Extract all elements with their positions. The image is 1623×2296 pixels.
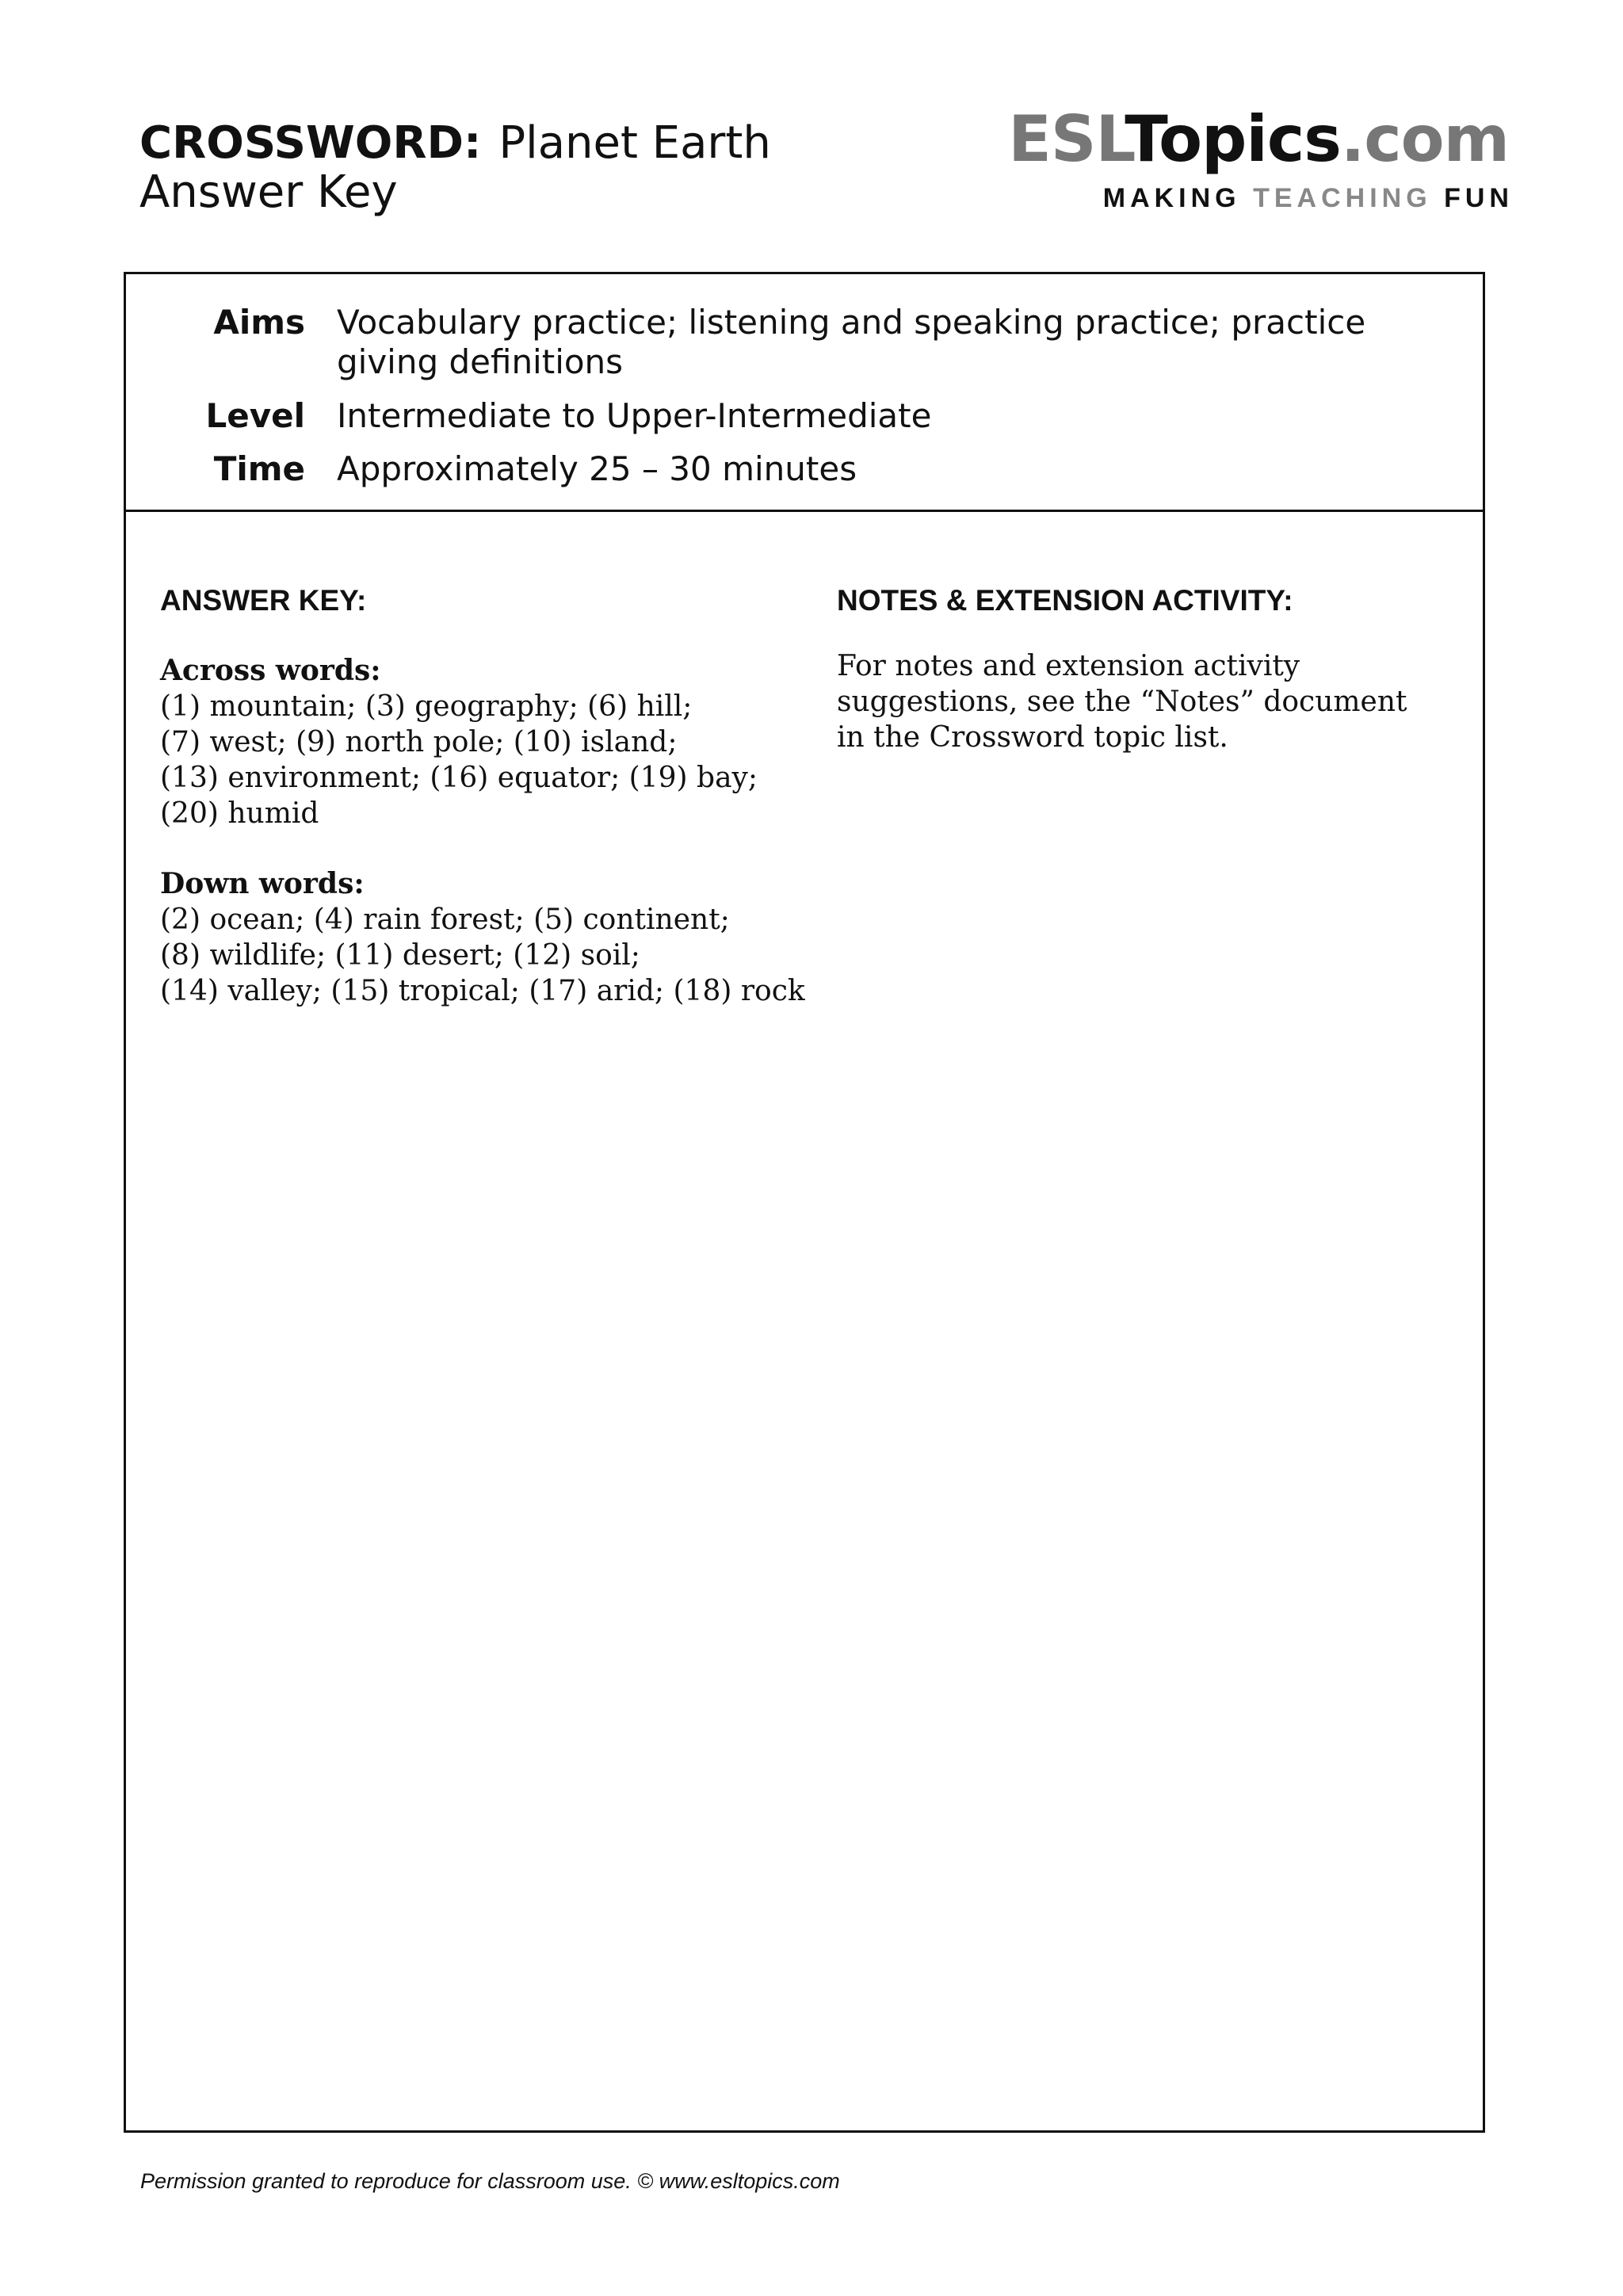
tagline-word-making: MAKING	[1102, 183, 1241, 213]
down-line: (14) valley; (15) tropical; (17) arid; (18) rock	[160, 975, 805, 1007]
time-value: Approximately 25 – 30 minutes	[337, 449, 857, 488]
across-line: (13) environment; (16) equator; (19) bay;	[160, 762, 758, 794]
title-label: CROSSWORD:	[139, 117, 482, 169]
logo-topics: Topics	[1125, 102, 1341, 176]
title-block	[139, 117, 932, 219]
answer-key-column	[160, 583, 842, 1009]
across-line: (7) west; (9) north pole; (10) island;	[160, 726, 678, 758]
meta-row-aims	[126, 303, 1483, 382]
across-answers	[160, 689, 842, 831]
lesson-meta	[126, 274, 1483, 512]
time-label: Time	[213, 449, 305, 488]
answer-key-heading: ANSWER KEY:	[160, 584, 367, 617]
notes-line: suggestions, see the “Notes” document	[837, 686, 1407, 718]
meta-row-time	[126, 449, 1483, 489]
down-answers	[160, 902, 842, 1009]
page-subtitle: Answer Key	[139, 166, 398, 218]
notes-heading: NOTES & EXTENSION ACTIVITY:	[837, 584, 1293, 617]
tagline	[954, 181, 1514, 216]
level-label: Level	[205, 396, 305, 435]
notes-text	[837, 648, 1423, 755]
meta-row-level	[126, 396, 1483, 436]
logo-com: .com	[1340, 102, 1509, 176]
level-value: Intermediate to Upper-Intermediate	[337, 396, 932, 435]
notes-line: For notes and extension activity	[837, 650, 1300, 682]
across-line: (20) humid	[160, 797, 319, 830]
tagline-word-teaching: TEACHING	[1253, 183, 1432, 213]
logo-esl: ESL	[1008, 102, 1125, 176]
down-heading: Down words:	[160, 867, 365, 900]
down-line: (2) ocean; (4) rain forest; (5) continent;	[160, 904, 730, 936]
across-line: (1) mountain; (3) geography; (6) hill;	[160, 690, 693, 723]
notes-line: in the Crossword topic list.	[837, 721, 1228, 754]
aims-value	[337, 303, 1399, 382]
page-title	[139, 117, 932, 170]
aims-label: Aims	[213, 303, 305, 342]
down-line: (8) wildlife; (11) desert; (12) soil;	[160, 939, 640, 972]
brand	[954, 101, 1514, 216]
content-frame	[124, 272, 1485, 2133]
aims-line-2: giving definitions	[337, 342, 624, 381]
esltopics-logo	[954, 101, 1509, 178]
notes-column	[837, 583, 1439, 755]
across-heading: Across words:	[160, 654, 381, 687]
footer-permission: Permission granted to reproduce for classroom use. © www.esltopics.com	[140, 2169, 840, 2193]
title-topic: Planet Earth	[498, 117, 771, 169]
aims-line-1: Vocabulary practice; listening and speaking practice; practice	[337, 303, 1366, 342]
tagline-word-fun: FUN	[1444, 183, 1514, 213]
